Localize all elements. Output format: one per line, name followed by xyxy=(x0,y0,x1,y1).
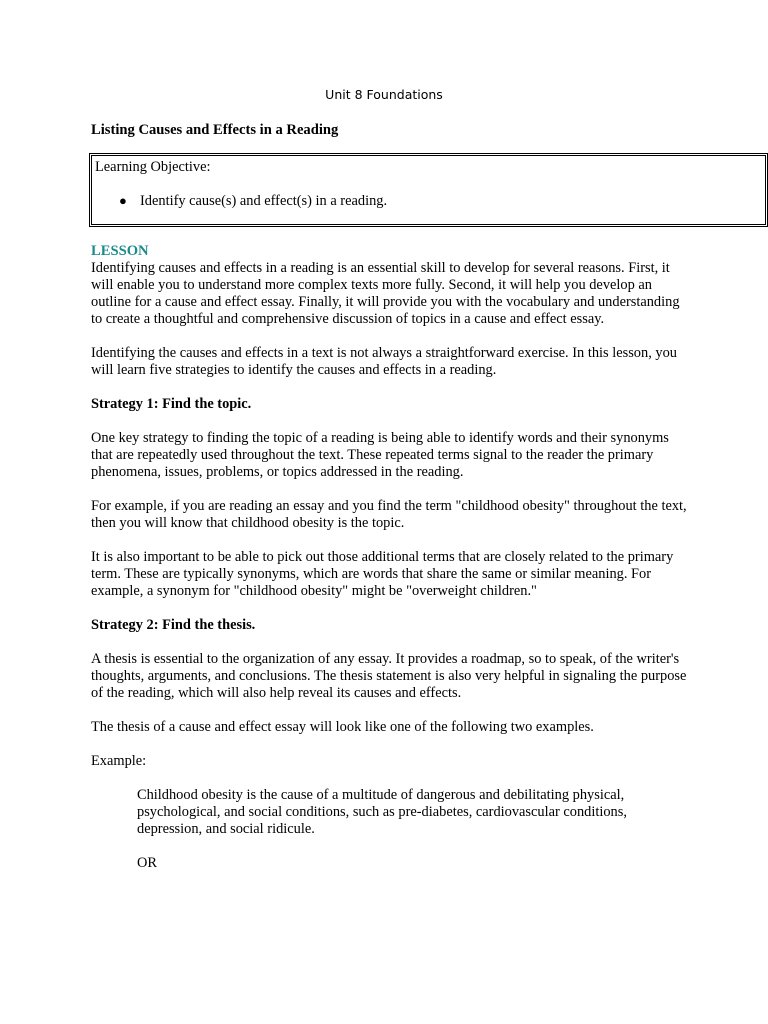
objective-item xyxy=(95,192,765,210)
example-label: Example: xyxy=(91,753,147,769)
intro-paragraph: Identifying causes and effects in a reading is an essential skill to develop for several reasons. First, it will enable you to understand more complex texts more fully. Second, it will help you develop an outline for a cause and effect essay. Finally, it will provide you with the vocabulary and understanding to create a thoughtful and comprehensive discussion of topics in a cause and effect essay. xyxy=(91,260,680,327)
objective-heading: Learning Objective: xyxy=(95,159,211,175)
bullet-icon: ● xyxy=(119,193,127,208)
lesson-heading: LESSON xyxy=(91,243,149,259)
or-text: OR xyxy=(137,855,157,871)
strategy-1-heading: Strategy 1: Find the topic. xyxy=(91,396,252,412)
document-body xyxy=(91,121,691,872)
strategy-1-paragraph-2: For example, if you are reading an essay and you find the term "childhood obesity" throughout the text, then you will know that childhood obesity is the topic. xyxy=(91,498,687,531)
objective-item-text: Identify cause(s) and effect(s) in a reading. xyxy=(140,193,388,209)
strategy-1-paragraph-3: It is also important to be able to pick out those additional terms that are closely related to the primary term. These are typically synonyms, which are words that share the same or similar meaning. For example, a synonym for "childhood obesity" might be "overweight children." xyxy=(91,549,674,599)
strategy-2-paragraph-2: The thesis of a cause and effect essay will look like one of the following two examples. xyxy=(91,719,594,735)
not-straightforward-paragraph: Identifying the causes and effects in a text is not always a straightforward exercise. In this lesson, you will learn five strategies to identify the causes and effects in a reading. xyxy=(91,345,677,378)
strategy-2-heading: Strategy 2: Find the thesis. xyxy=(91,617,256,633)
strategy-1-paragraph-1: One key strategy to finding the topic of a reading is being able to identify words and their synonyms that are repeatedly used throughout the text. These repeated terms signal to the reader the primary phenomena, issues, problems, or topics addressed in the reading. xyxy=(91,430,669,480)
page-header: Unit 8 Foundations xyxy=(325,87,443,102)
learning-objective-box xyxy=(91,155,766,225)
strategy-2-paragraph-1: A thesis is essential to the organization of any essay. It provides a roadmap, so to speak, of the writer's thoughts, arguments, and conclusions. The thesis statement is also very helpful in signaling the purpose of the reading, which will also help reveal its causes and effects. xyxy=(91,651,687,701)
document-title: Listing Causes and Effects in a Reading xyxy=(91,122,339,138)
example-text: Childhood obesity is the cause of a multitude of dangerous and debilitating physical, psychological, and social conditions, such as pre-diabetes, cardiovascular conditions, depression, and social ridicule. xyxy=(137,787,627,837)
objective-list xyxy=(95,192,765,210)
